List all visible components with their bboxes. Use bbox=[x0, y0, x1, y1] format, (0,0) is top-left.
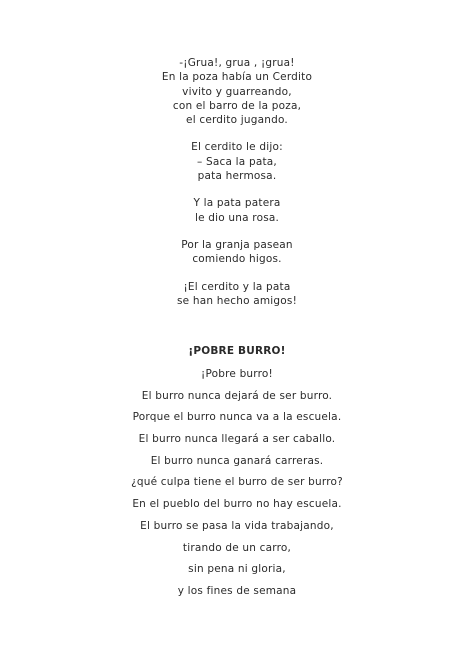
poem-line: pata hermosa. bbox=[197, 170, 277, 183]
poem-line: y los fines de semana bbox=[177, 584, 297, 597]
poem-line: ¿qué culpa tiene el burro de ser burro? bbox=[131, 476, 343, 489]
poem-line: En el pueblo del burro no hay escuela. bbox=[132, 498, 342, 511]
stanza bbox=[0, 196, 474, 225]
stanza bbox=[0, 280, 474, 309]
poem-line: – Saca la pata, bbox=[197, 155, 277, 168]
poem-line: El burro nunca ganará carreras. bbox=[150, 454, 324, 467]
poem-line: Y la pata patera bbox=[193, 197, 281, 210]
poem-line: El burro se pasa la vida trabajando, bbox=[140, 519, 334, 532]
poem-line: tirando de un carro, bbox=[182, 541, 292, 554]
poem-line: vivito y guarreando, bbox=[182, 85, 292, 98]
poem-cerdito-y-pata bbox=[0, 56, 474, 321]
stanza bbox=[0, 238, 474, 267]
poem-line: El cerdito le dijo: bbox=[191, 141, 283, 154]
poem-line: En la poza había un Cerdito bbox=[161, 71, 313, 84]
stanza bbox=[0, 140, 474, 183]
poem-line: le dio una rosa. bbox=[194, 211, 280, 224]
poem-line: sin pena ni gloria, bbox=[188, 563, 286, 576]
poem-line: con el barro de la poza, bbox=[172, 99, 302, 112]
poem-line: se han hecho amigos! bbox=[176, 294, 297, 307]
poem-line: Porque el burro nunca va a la escuela. bbox=[132, 411, 342, 424]
poem-line: comiendo higos. bbox=[192, 253, 282, 266]
poem-line: El burro nunca llegará a ser caballo. bbox=[138, 433, 336, 446]
poem-line: el cerdito jugando. bbox=[186, 114, 288, 127]
stanza bbox=[0, 56, 474, 127]
poem-title: ¡POBRE BURRO! bbox=[188, 345, 286, 357]
poem-pobre-burro bbox=[0, 367, 474, 606]
poem-line: El burro nunca dejará de ser burro. bbox=[141, 389, 333, 402]
poem-line: ¡El cerdito y la pata bbox=[183, 280, 291, 293]
poem-line: ¡Pobre burro! bbox=[201, 368, 273, 380]
poem-line: Por la granja pasean bbox=[181, 238, 293, 251]
poem-line: -¡Grua!, grua , ¡grua! bbox=[179, 57, 295, 69]
